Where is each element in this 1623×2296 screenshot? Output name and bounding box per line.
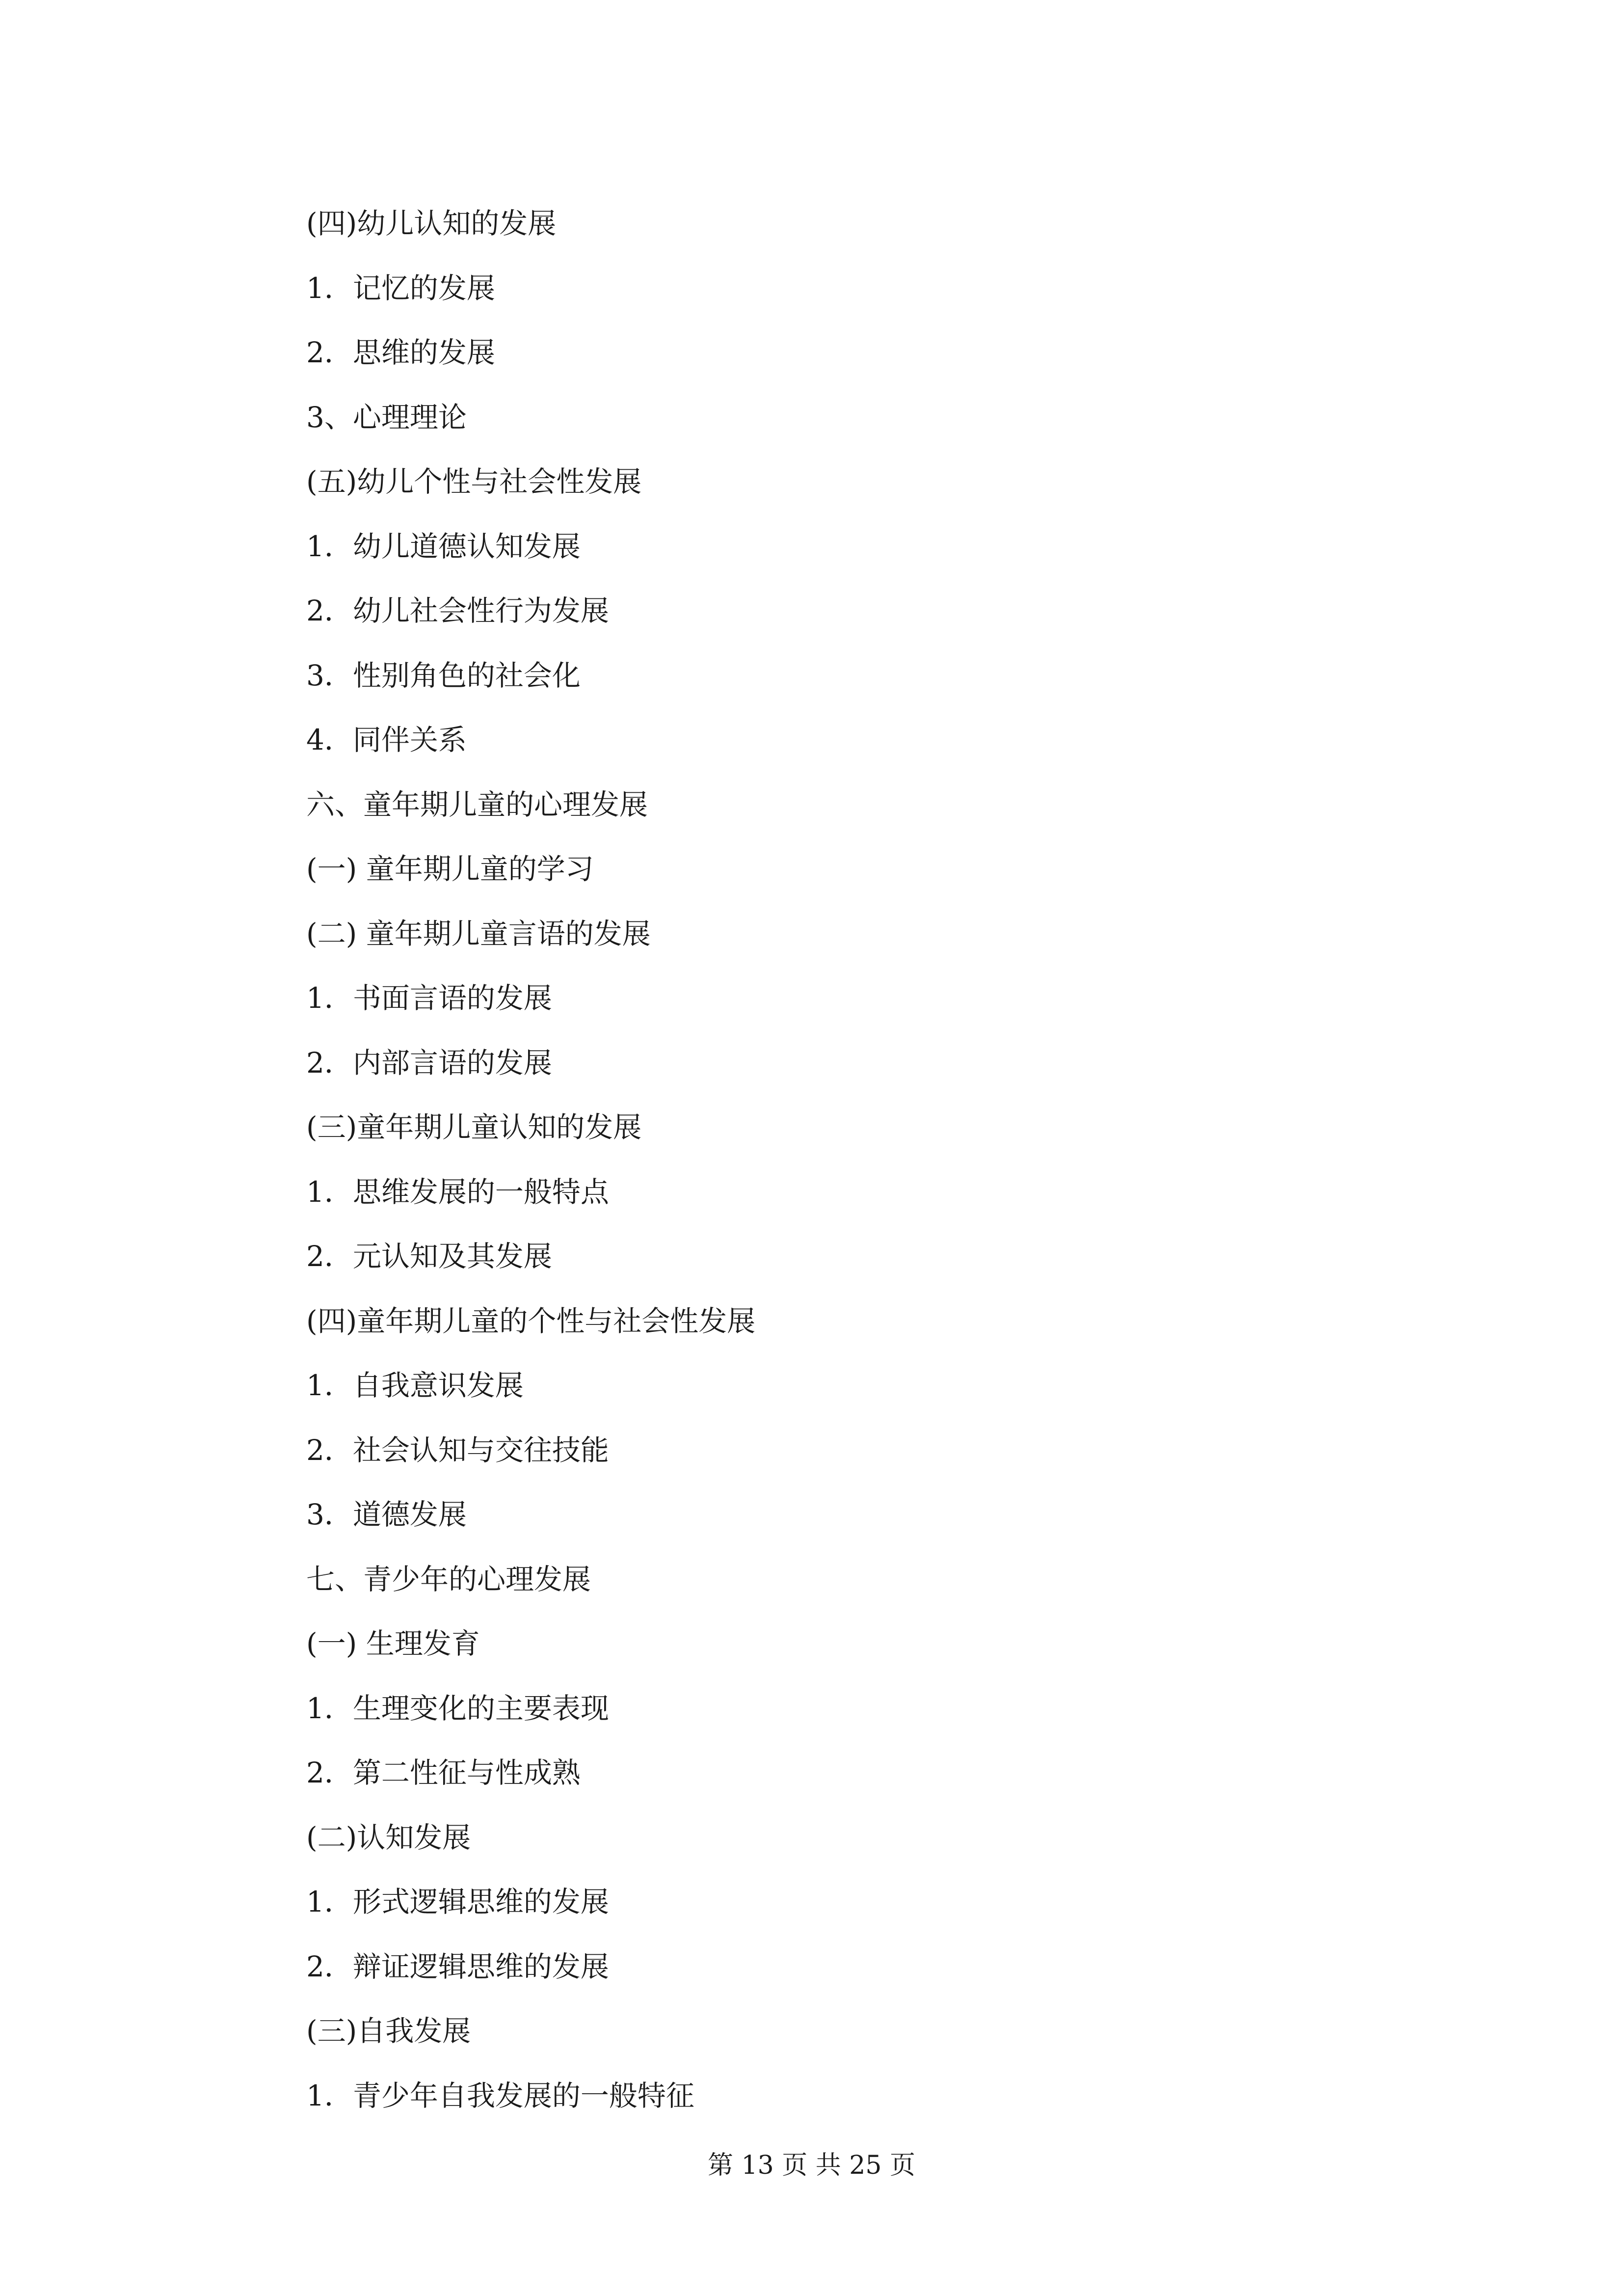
outline-item: 1．自我意识发展 — [306, 1369, 524, 1402]
outline-item: 2．社会认知与交往技能 — [306, 1433, 609, 1467]
outline-item: 2．内部言语的发展 — [306, 1046, 552, 1080]
outline-item: 1．形式逻辑思维的发展 — [306, 1885, 609, 1918]
outline-item: 1．书面言语的发展 — [306, 981, 552, 1015]
outline-item: 1．思维发展的一般特点 — [306, 1175, 609, 1209]
outline-heading: (四)幼儿认知的发展 — [306, 207, 557, 240]
outline-item: 2．思维的发展 — [306, 336, 495, 369]
outline-item: 1．幼儿道德认知发展 — [306, 529, 581, 563]
outline-heading: (五)幼儿个性与社会性发展 — [306, 465, 642, 498]
outline-item: 1．生理变化的主要表现 — [306, 1691, 609, 1725]
outline-section-title: 六、童年期儿童的心理发展 — [306, 787, 648, 821]
outline-heading: (四)童年期儿童的个性与社会性发展 — [306, 1304, 756, 1338]
outline-item: 1．记忆的发展 — [306, 271, 495, 305]
page-number-footer: 第 13 页 共 25 页 — [708, 2151, 915, 2180]
outline-heading: (三)童年期儿童认知的发展 — [306, 1110, 642, 1144]
outline-item: 3．道德发展 — [306, 1498, 467, 1531]
outline-heading: (三)自我发展 — [306, 2014, 471, 2048]
outline-heading: (二)认知发展 — [306, 1820, 471, 1854]
outline-item: 2．辩证逻辑思维的发展 — [306, 1949, 609, 1983]
outline-heading: (二) 童年期儿童言语的发展 — [306, 917, 651, 950]
outline-heading: (一) 童年期儿童的学习 — [306, 852, 594, 886]
outline-item: 4．同伴关系 — [306, 723, 467, 756]
outline-item: 1．青少年自我发展的一般特征 — [306, 2079, 694, 2112]
outline-item: 2．元认知及其发展 — [306, 1240, 552, 1273]
outline-item: 3、心理理论 — [306, 400, 467, 434]
outline-body — [306, 209, 1386, 2146]
outline-section-title: 七、青少年的心理发展 — [306, 1562, 591, 1596]
outline-item: 2．第二性征与性成熟 — [306, 1756, 581, 1789]
outline-item: 3．性别角色的社会化 — [306, 658, 581, 692]
outline-item: 2．幼儿社会性行为发展 — [306, 594, 609, 627]
outline-heading: (一) 生理发育 — [306, 1627, 480, 1660]
